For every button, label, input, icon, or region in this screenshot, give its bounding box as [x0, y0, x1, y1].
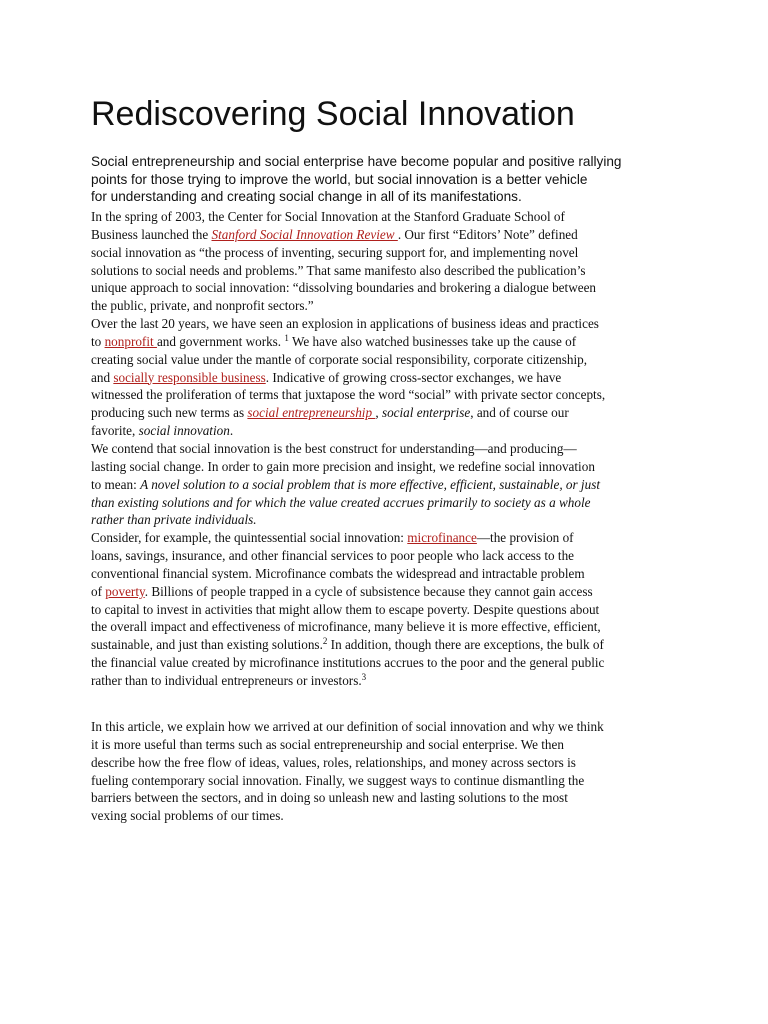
definition-text: A novel solution to a social problem that is more effective, efficient, sustainable, or just [140, 476, 600, 492]
body-line [91, 333, 681, 351]
body-line: the public, private, and nonprofit sectors.” [91, 298, 314, 314]
text-run: In addition, though there are exceptions, the bulk of [327, 637, 604, 653]
body-line [91, 369, 681, 387]
text-run: . Our first “Editors’ Note” defined [397, 226, 578, 242]
paragraph-editors-note [91, 208, 681, 315]
footnote-2[interactable]: 2 [322, 636, 328, 647]
body-line: loans, savings, insurance, and other financial services to poor people who lack access to the [91, 548, 575, 564]
text-run: and government works. [156, 333, 285, 349]
body-line [91, 529, 681, 547]
text-run: favorite, [91, 423, 139, 439]
body-line: to capital to invest in activities that might allow them to escape poverty. Despite questions about [91, 601, 600, 617]
social-entrepreneurship-link[interactable]: social entrepreneurship [247, 405, 376, 421]
italic-term: social innovation [138, 423, 230, 439]
body-line: the overall impact and effectiveness of microfinance, many believe it is more effective, efficient, [91, 619, 601, 635]
microfinance-link[interactable]: microfinance [407, 530, 477, 546]
text-run: , [375, 405, 382, 421]
nonprofit-link[interactable]: nonprofit [104, 333, 157, 349]
text-run: Business launched the [91, 226, 212, 242]
text-run: , and of course our [470, 405, 569, 421]
body-line [91, 672, 681, 690]
paragraph-article-overview [91, 718, 681, 825]
body-line: We contend that social innovation is the best construct for understanding—and producing— [91, 440, 577, 456]
italic-term: social enterprise [381, 405, 471, 421]
text-run: sustainable, and just than existing solutions. [91, 637, 323, 653]
body-line [91, 636, 681, 654]
body-line: conventional financial system. Microfinance combats the widespread and intractable problem [91, 565, 585, 581]
body-line: the financial value created by microfinance institutions accrues to the poor and the general public [91, 655, 605, 671]
paragraph-microfinance [91, 529, 681, 690]
intro-line: for understanding and creating social change in all of its manifestations. [91, 189, 522, 205]
text-run: —the provision of [476, 530, 574, 546]
body-line: vexing social problems of our times. [91, 808, 284, 824]
body-line [91, 404, 681, 422]
text-run: . [229, 423, 234, 439]
article-title: Rediscovering Social Innovation [91, 95, 575, 133]
definition-line: rather than private individuals. [91, 512, 257, 528]
body-text [91, 208, 681, 690]
body-line [91, 583, 681, 601]
body-line [91, 476, 681, 494]
text-run: to [91, 333, 105, 349]
text-run: We have also watched businesses take up the cause of [288, 333, 577, 349]
text-run: . Billions of people trapped in a cycle of subsistence because they cannot gain access [144, 583, 593, 599]
poverty-link[interactable]: poverty [105, 583, 145, 599]
body-line: describe how the free flow of ideas, values, roles, relationships, and money across sectors is [91, 754, 576, 770]
intro-line: points for those trying to improve the world, but social innovation is a better vehicle [91, 171, 588, 187]
text-run: rather than to individual entrepreneurs or investors. [91, 672, 362, 688]
body-line: solutions to social needs and problems.” That same manifesto also described the publication’s [91, 262, 586, 278]
body-line: it is more useful than terms such as social entrepreneurship and social enterprise. We then [91, 736, 564, 752]
body-line: Over the last 20 years, we have seen an explosion in applications of business ideas and practices [91, 316, 599, 332]
intro-paragraph [91, 153, 671, 206]
body-line: witnessed the proliferation of terms that juxtapose the word “social” with private sector concepts, [91, 387, 606, 403]
text-run: . Indicative of growing cross-sector exchanges, we have [265, 369, 562, 385]
intro-line: Social entrepreneurship and social enterprise have become popular and positive rallying [91, 154, 622, 169]
text-run: producing such new terms as [91, 405, 248, 421]
body-line [91, 226, 681, 244]
paragraph-definition [91, 440, 681, 529]
body-line: social innovation as “the process of inventing, securing support for, and implementing novel [91, 244, 579, 260]
body-line: unique approach to social innovation: “dissolving boundaries and brokering a dialogue between [91, 280, 597, 296]
body-line: In this article, we explain how we arrived at our definition of social innovation and why we think [91, 719, 604, 734]
text-run: and [91, 369, 114, 385]
paragraph-cross-sector [91, 315, 681, 440]
footnote-1[interactable]: 1 [284, 332, 289, 343]
text-run: Consider, for example, the quintessential social innovation: [91, 530, 408, 546]
body-line: barriers between the sectors, and in doing so unleash new and lasting solutions to the most [91, 790, 568, 806]
definition-line: than existing solutions and for which the value created accrues primarily to society as a whole [91, 494, 591, 510]
text-run: to mean: [91, 476, 141, 492]
body-line: lasting social change. In order to gain more precision and insight, we redefine social innovation [91, 458, 595, 474]
ssir-link[interactable]: Stanford Social Innovation Review [211, 226, 398, 242]
body-line [91, 422, 681, 440]
body-line: creating social value under the mantle of corporate social responsibility, corporate citizenship, [91, 351, 588, 367]
body-line: In the spring of 2003, the Center for Social Innovation at the Stanford Graduate School of [91, 209, 565, 224]
socially-responsible-business-link[interactable]: socially responsible business [113, 369, 266, 385]
body-line: fueling contemporary social innovation. Finally, we suggest ways to continue dismantling the [91, 772, 585, 788]
footnote-3[interactable]: 3 [361, 671, 367, 682]
text-run: of [91, 583, 106, 599]
